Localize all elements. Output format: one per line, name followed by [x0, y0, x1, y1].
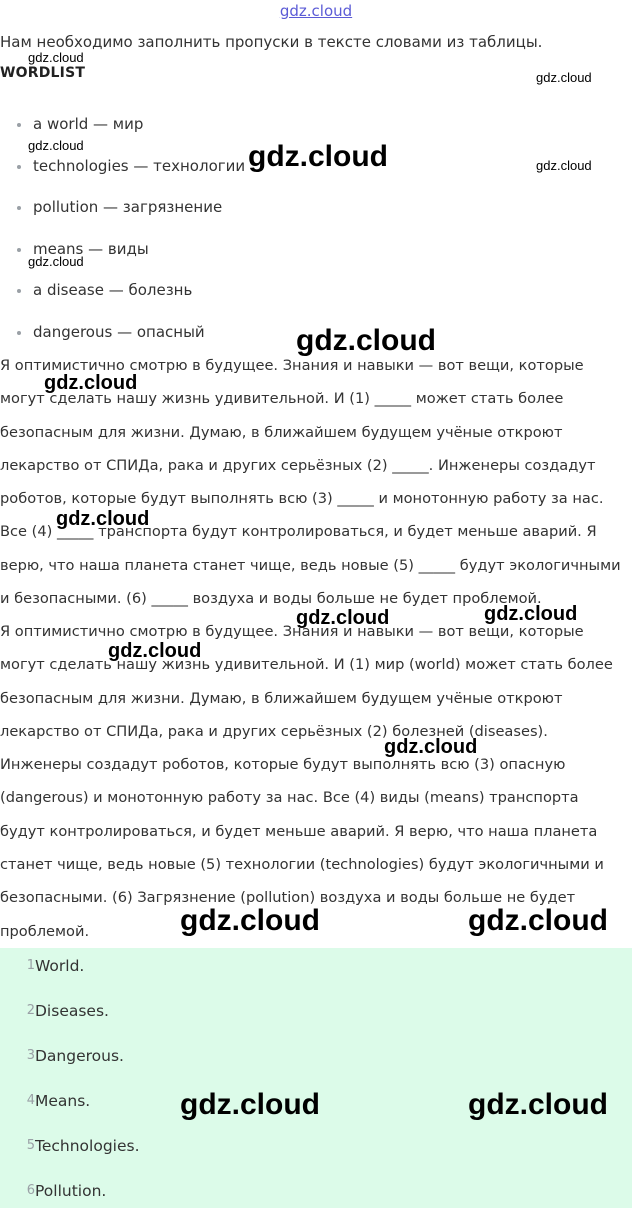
- watermark: gdz.cloud: [296, 324, 436, 357]
- wordlist-item: means — виды: [0, 229, 245, 271]
- site-logo[interactable]: gdz.cloud: [279, 2, 353, 20]
- paragraph-line: Все (4) _____ транспорта будут контролироваться, и будет меньше аварий. Я: [0, 523, 597, 541]
- wordlist-item: technologies — технологии: [0, 146, 245, 188]
- watermark: gdz.cloud: [28, 254, 84, 269]
- watermark: gdz.cloud: [468, 1088, 608, 1121]
- answer-number: 2: [26, 1003, 35, 1018]
- answer-text: Means.: [35, 1092, 91, 1110]
- wordlist-title: WORDLIST: [0, 65, 86, 81]
- watermark: gdz.cloud: [536, 70, 592, 85]
- answer-item: [0, 1128, 632, 1173]
- answer-text: Dangerous.: [35, 1047, 124, 1065]
- answer-number: 3: [26, 1048, 35, 1063]
- watermark: gdz.cloud: [296, 607, 390, 629]
- wordlist-item: pollution — загрязнение: [0, 187, 245, 229]
- wordlist-item: a world — мир: [0, 104, 245, 146]
- answer-number: 1: [26, 958, 35, 973]
- paragraph-line: (dangerous) и монотонную работу за нас. Все (4) виды (means) транспорта: [0, 789, 579, 807]
- answer-item: [0, 1173, 632, 1218]
- answer-number: 6: [26, 1183, 35, 1198]
- paragraph-line: Я оптимистично смотрю в будущее. Знания и навыки — вот вещи, которые: [0, 357, 584, 374]
- answer-item: [0, 993, 632, 1038]
- paragraph-line: безопасным для жизни. Думаю, в ближайшем будущем учёные откроют: [0, 423, 563, 441]
- paragraph-line: Инженеры создадут роботов, которые будут выполнять всю (3) опасную: [0, 756, 566, 774]
- watermark: gdz.cloud: [536, 158, 592, 173]
- answer-text: Diseases.: [35, 1002, 109, 1020]
- answer-text: Pollution.: [35, 1182, 107, 1200]
- watermark: gdz.cloud: [28, 50, 84, 65]
- watermark: gdz.cloud: [248, 140, 388, 173]
- answer-text: World.: [35, 957, 85, 975]
- answer-number: 4: [26, 1093, 35, 1108]
- paragraph-line: могут сделать нашу жизнь удивительной. И (1) мир (world) может стать более: [0, 656, 613, 674]
- paragraph-line: роботов, которые будут выполнять всю (3) _____ и монотонную работу за нас.: [0, 490, 604, 508]
- paragraph-line: лекарство от СПИДа, рака и других серьёзных (2) болезней (diseases).: [0, 722, 548, 740]
- paragraph-line: будут контролироваться, и будет меньше аварий. Я верю, что наша планета: [0, 822, 598, 840]
- answer-item: [0, 948, 632, 993]
- wordlist-item: a disease — болезнь: [0, 270, 245, 312]
- watermark: gdz.cloud: [468, 904, 608, 937]
- paragraph-line: безопасными. (6) Загрязнение (pollution) воздуха и воды больше не будет: [0, 889, 576, 907]
- paragraph-line: могут сделать нашу жизнь удивительной. И (1) _____ может стать более: [0, 390, 564, 408]
- answers-list: [0, 948, 632, 1218]
- watermark: gdz.cloud: [28, 138, 84, 153]
- answer-item: [0, 1038, 632, 1083]
- wordlist-item: dangerous — опасный: [0, 312, 245, 354]
- watermark: gdz.cloud: [484, 603, 578, 625]
- paragraph-line: безопасным для жизни. Думаю, в ближайшем будущем учёные откроют: [0, 689, 563, 707]
- paragraph-filled: [0, 615, 632, 948]
- intro-text: Нам необходимо заполнить пропуски в тексте словами из таблицы.: [0, 33, 543, 51]
- paragraph-line: Я оптимистично смотрю в будущее. Знания и навыки — вот вещи, которые: [0, 623, 584, 640]
- watermark: gdz.cloud: [384, 736, 478, 758]
- watermark: gdz.cloud: [108, 640, 202, 662]
- paragraph-line: и безопасными. (6) _____ воздуха и воды больше не будет проблемой.: [0, 590, 542, 608]
- answers-box: [0, 948, 632, 1208]
- watermark: gdz.cloud: [180, 1088, 320, 1121]
- paragraph-line: станет чище, ведь новые (5) технологии (technologies) будут экологичными и: [0, 856, 604, 874]
- paragraph-line: верю, что наша планета станет чище, ведь новые (5) _____ будут экологичными: [0, 556, 621, 574]
- watermark: gdz.cloud: [44, 372, 138, 394]
- watermark: gdz.cloud: [180, 904, 320, 937]
- answer-number: 5: [26, 1138, 35, 1153]
- paragraph-line: проблемой.: [0, 922, 90, 940]
- answer-text: Technologies.: [35, 1137, 140, 1155]
- watermark: gdz.cloud: [56, 508, 150, 530]
- paragraph-line: лекарство от СПИДа, рака и других серьёзных (2) _____. Инженеры создадут: [0, 456, 596, 474]
